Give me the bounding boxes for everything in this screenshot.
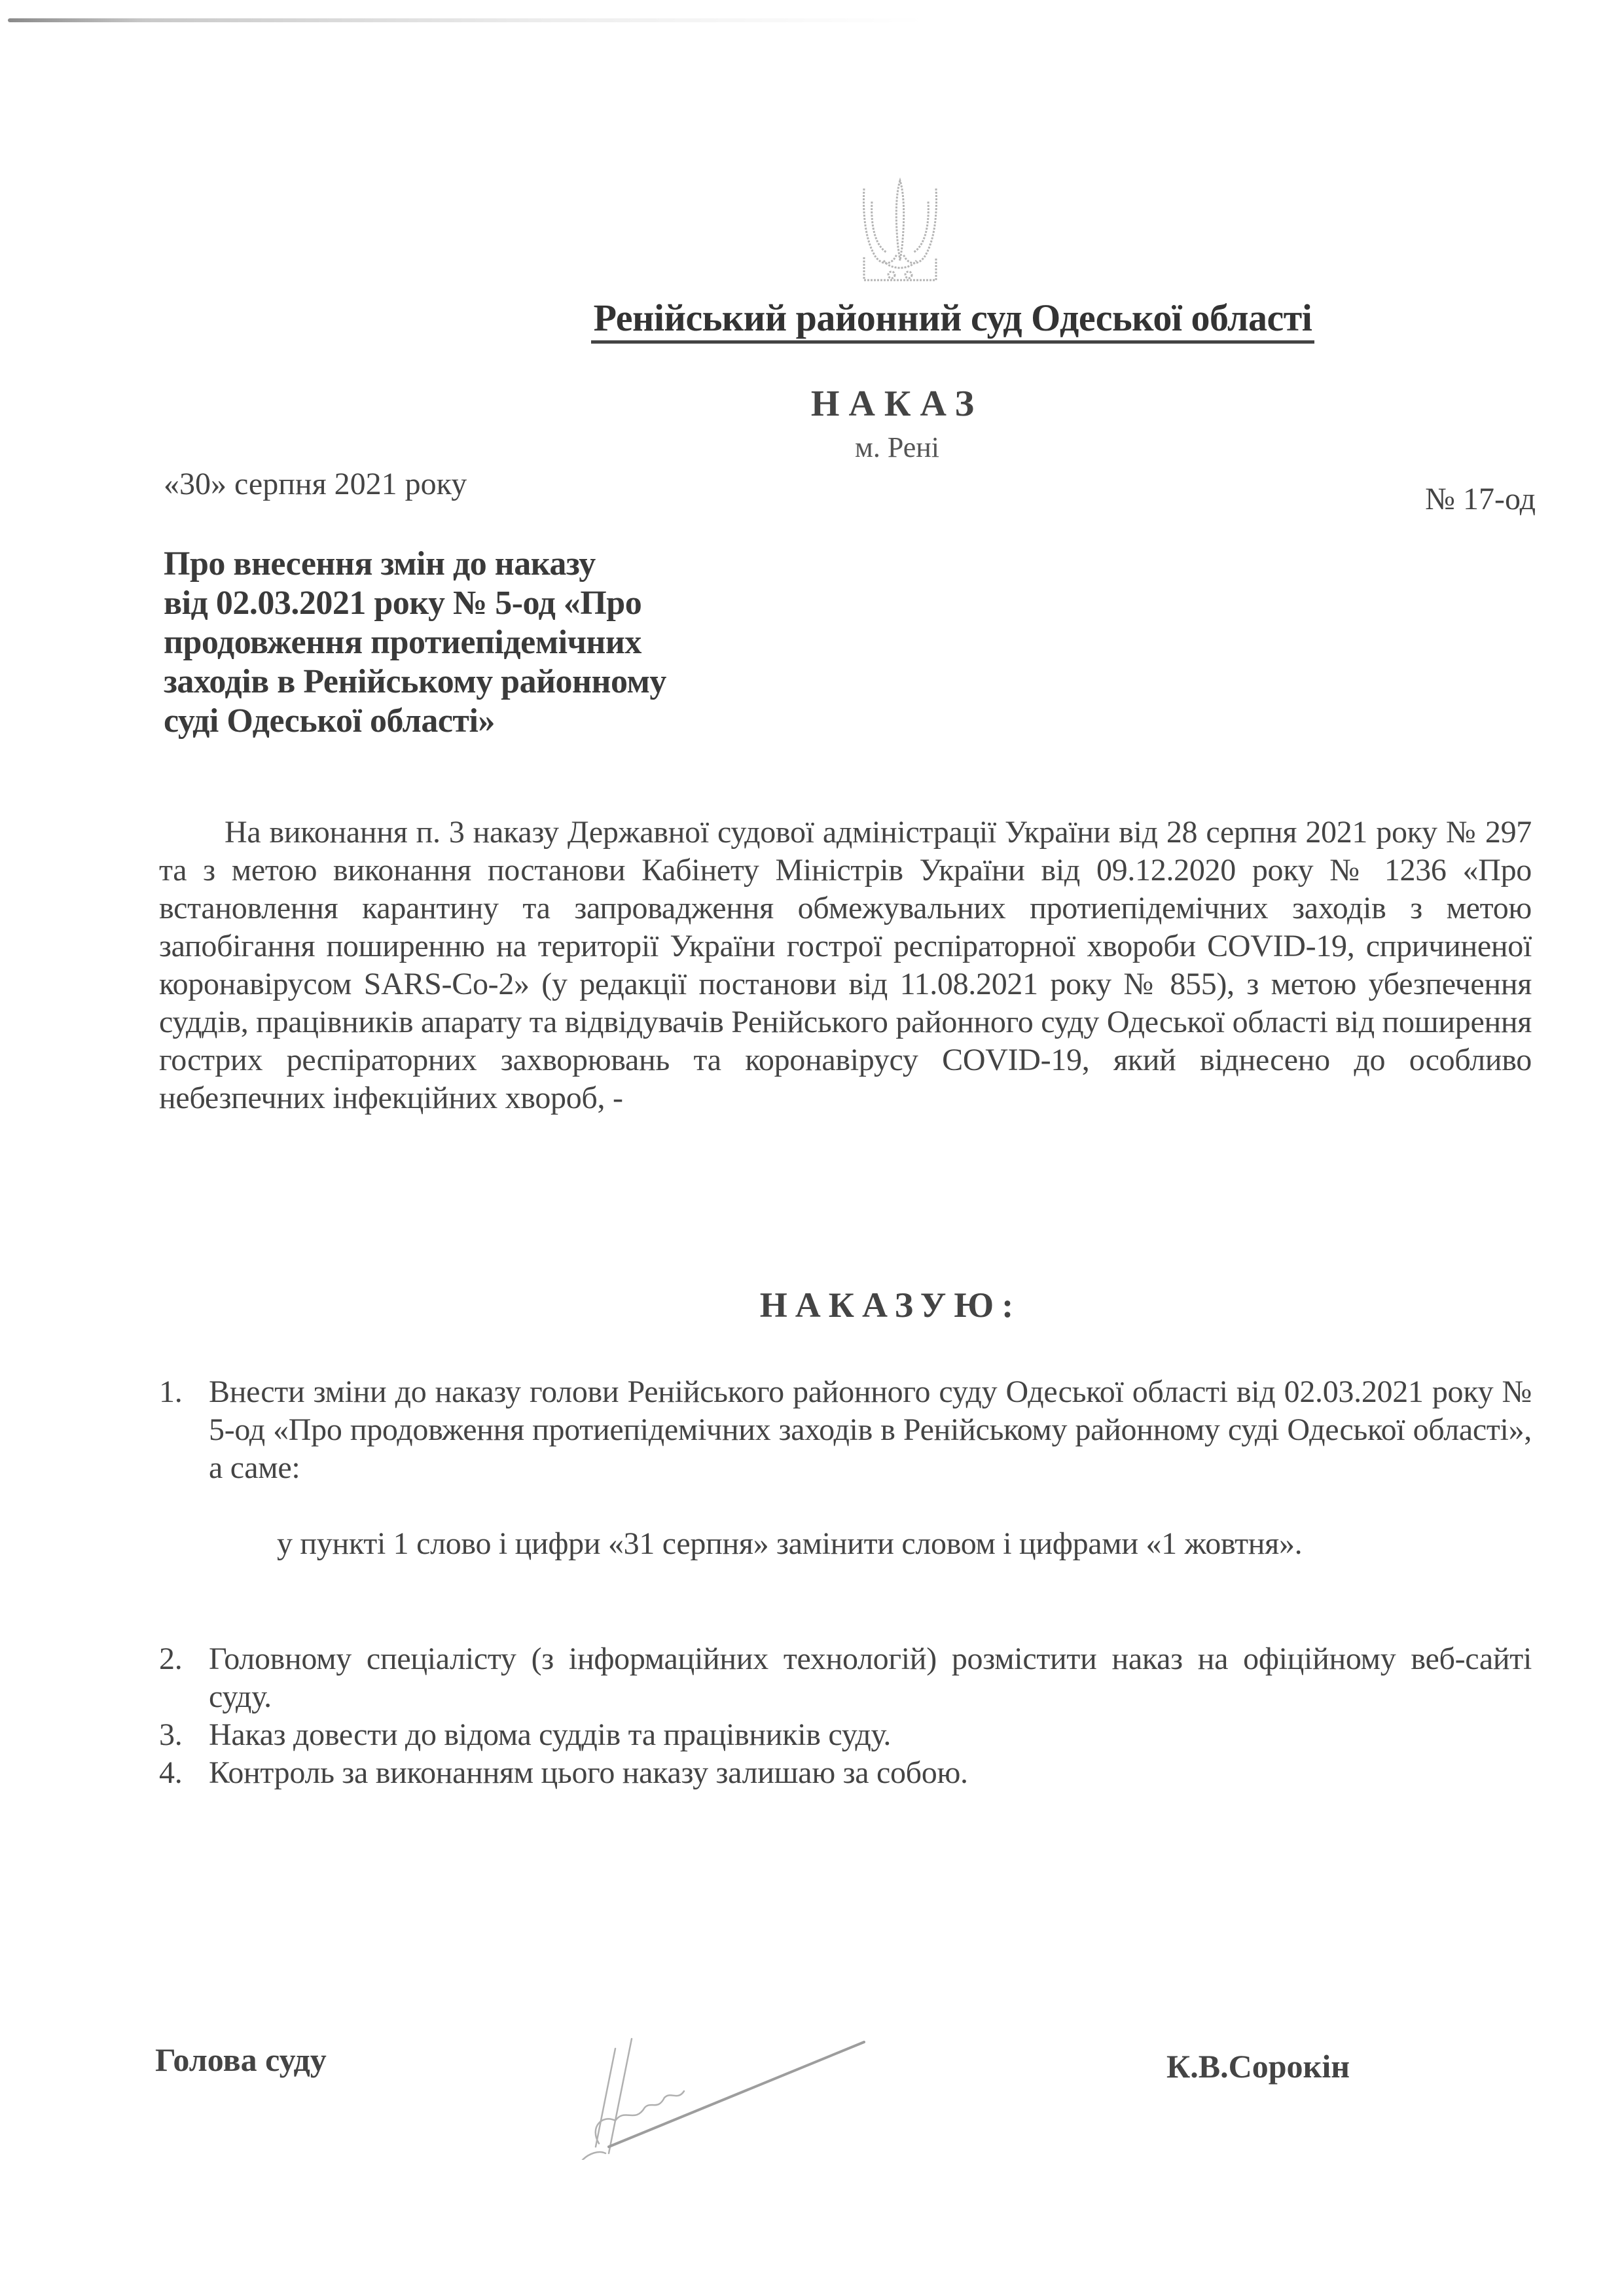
- subject-line: продовження протиепідемічних: [164, 624, 641, 661]
- item-text: Наказ довести до відома суддів та працівників суду.: [209, 1717, 892, 1752]
- item-text: Контроль за виконанням цього наказу залишаю за собою.: [209, 1755, 968, 1790]
- court-name: [0, 296, 1624, 340]
- item-number: 1.: [159, 1374, 183, 1409]
- document-number: № 17-од: [1425, 482, 1536, 516]
- subject-line: заходів в Ренійському районному: [164, 663, 666, 700]
- order-item: [159, 1640, 1532, 1716]
- subject-line: Про внесення змін до наказу: [164, 545, 596, 583]
- item-number: 2.: [159, 1641, 183, 1676]
- item-number: 3.: [159, 1717, 183, 1752]
- order-item: [159, 1716, 1532, 1754]
- court-name-text: Ренійський районний суд Одеської області: [591, 296, 1315, 344]
- preamble-paragraph: На виконання п. 3 наказу Державної судової адміністрації України від 28 серпня 2021 року № 297 та з метою виконання постанови Кабінету Міністрів України від 09.12.2020 року № 1236 «Про встановлення карантину та запровадження обмежувальних протиепідемічних заходів з метою запобігання поширенню на території України гострої респіраторної хвороби COVID-19, спричиненої коронавірусом SARS-Co-2» (у редакції постанови від 11.08.2021 року № 855), з метою убезпечення суддів, працівників апарату та відвідувачів Ренійського районного суду Одеської області від поширення гострих респіраторних захворювань та коронавірусу COVID-19, який віднесено до особливо небезпечних інфекційних хвороб, -: [159, 815, 1532, 1115]
- document-type: НАКАЗ: [810, 384, 984, 424]
- item-number: 4.: [159, 1755, 183, 1790]
- document-city: м. Рені: [854, 431, 940, 463]
- subject-line: від 02.03.2021 року № 5-од «Про: [164, 584, 642, 622]
- order-item: [159, 1754, 1532, 1792]
- signatory-name: К.В.Сорокін: [1166, 2048, 1350, 2085]
- subject-line: суді Одеської області»: [164, 702, 495, 740]
- document-date: «30» серпня 2021 року: [164, 467, 467, 501]
- handwritten-signature-icon: [537, 1996, 877, 2160]
- item-text: Головному спеціалісту (з інформаційних технологій) розмістити наказ на офіційному веб-сайті суду.: [209, 1641, 1532, 1714]
- item-text: Внести зміни до наказу голови Ренійського районного суду Одеської області від 02.03.2021 року № 5-од «Про продовження протиепідемічних заходів в Ренійському районному суді Одеської області», а саме:: [209, 1374, 1532, 1485]
- trident-coat-of-arms-icon: [857, 175, 943, 293]
- order-subject: [164, 545, 753, 741]
- signatory-role: Голова суду: [155, 2041, 327, 2078]
- item-1-change: у пункті 1 слово і цифри «31 серпня» замінити словом і цифрами «1 жовтня».: [277, 1526, 1303, 1561]
- scan-artifact: [8, 18, 924, 22]
- order-items: [159, 1373, 1532, 1792]
- order-item: [159, 1373, 1532, 1487]
- decree-heading: НАКАЗУЮ:: [759, 1285, 1022, 1325]
